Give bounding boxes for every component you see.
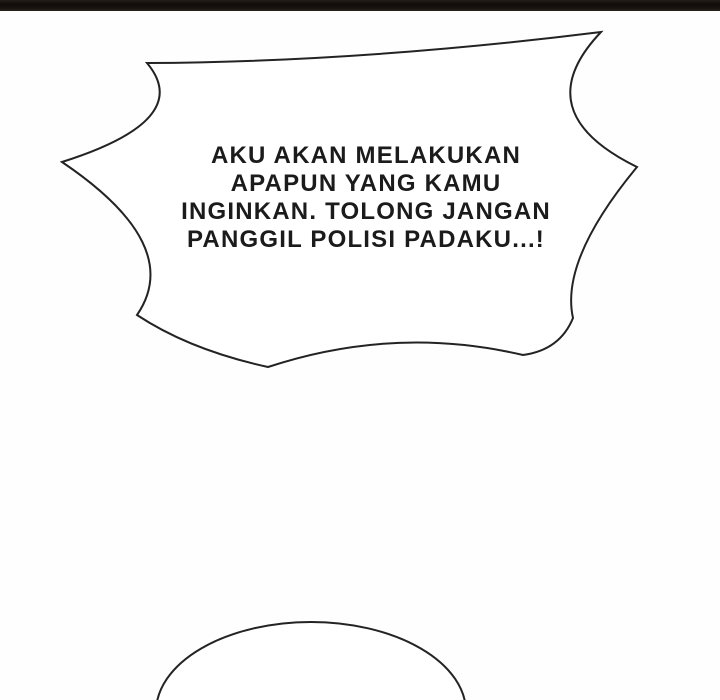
speech-bubble-text bbox=[146, 142, 586, 254]
speech-text-line-4: PANGGIL POLISI PADAKU...! bbox=[186, 226, 546, 253]
speech-text-line-2: APAPUN YANG KAMU bbox=[230, 170, 502, 197]
speech-text-line-3: INGINKAN. TOLONG JANGAN bbox=[181, 198, 551, 225]
speech-text-line-1: AKU AKAN MELAKUKAN bbox=[210, 142, 522, 169]
oval-speech-bubble-partial bbox=[156, 622, 466, 700]
